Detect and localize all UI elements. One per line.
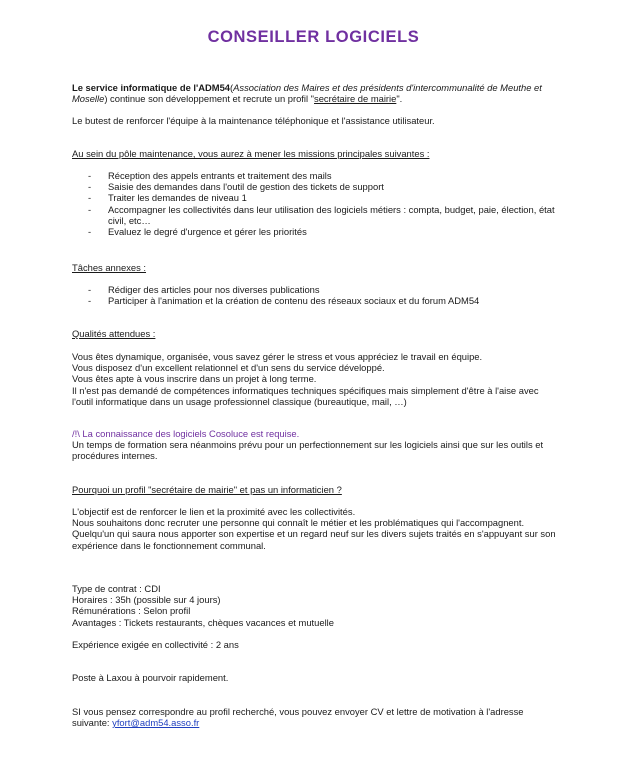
cosoluce-warning: /!\ La connaissance des logiciels Cosoluce est requise.: [72, 428, 300, 439]
apply-text: SI vous pensez correspondre au profil recherché, vous pouvez envoyer CV et lettre de motivation à l'adresse suivante:: [72, 706, 524, 729]
condition-line: Type de contrat : CDI: [72, 583, 161, 594]
why-line: Nous souhaitons donc recruter une personne qui connaît le métier et les problématiques qui l'accompagnent.: [72, 517, 525, 529]
condition-line: Rémunérations : Selon profil: [72, 605, 191, 617]
qualities-line: Vous disposez d'un excellent relationnel et d'un sens du service développé.: [72, 362, 385, 374]
why-text: [72, 506, 562, 551]
intro-paragraph: [72, 82, 562, 104]
annex-list: [88, 284, 568, 306]
condition-line: Horaires : 35h (possible sur 4 jours): [72, 594, 221, 606]
missions-list: [88, 170, 568, 237]
intro-profile: secrétaire de mairie: [314, 93, 397, 105]
cosoluce-training: Un temps de formation sera néanmoins prévu pour un perfectionnement sur les logiciels ainsi que sur les outils et procédures internes.: [72, 439, 544, 462]
conditions-block: [72, 583, 562, 628]
qualities-line: Vous êtes dynamique, organisée, vous savez gérer le stress et vous appréciez le travail en équipe.: [72, 351, 483, 362]
list-item: - Réception des appels entrants et traitement des mails: [88, 170, 568, 181]
intro-mid: ) continue son développement et recrute un profil ": [104, 93, 315, 105]
list-item: - Accompagner les collectivités dans leur utilisation des logiciels métiers : compta, budget, paie, élection, état civil, etc…: [88, 204, 568, 226]
location-line: Poste à Laxou à pourvoir rapidement.: [72, 672, 229, 683]
qualities-line: Vous êtes apte à vous inscrire dans un projet à long terme.: [72, 373, 317, 385]
goal-paragraph: Le butest de renforcer l'équipe à la maintenance téléphonique et l'assistance utilisateur.: [72, 115, 435, 126]
list-item: - Traiter les demandes de niveau 1: [88, 192, 568, 203]
condition-line: Avantages : Tickets restaurants, chèques vacances et mutuelle: [72, 616, 334, 628]
list-item: - Participer à l'animation et la création de contenu des réseaux sociaux et du forum ADM54: [88, 295, 568, 306]
intro-association: Association des Maires et des présidents d'intercommunalité de Meuthe et Moselle: [72, 82, 542, 105]
why-heading: Pourquoi un profil "secrétaire de mairie" et pas un informaticien ?: [72, 484, 342, 495]
qualities-heading: Qualités attendues :: [72, 328, 156, 339]
list-item: - Evaluez le degré d'urgence et gérer les priorités: [88, 226, 568, 237]
intro-end: ".: [396, 93, 403, 105]
list-item: - Rédiger des articles pour nos diverses publications: [88, 284, 568, 295]
page-title: CONSEILLER LOGICIELS: [207, 28, 420, 46]
why-line: Quelqu'un qui saura nous apporter son expertise et un regard neuf sur les divers sujets traités en s'appuyant sur son expérience dans le fonctionnement communal.: [72, 528, 556, 551]
email-link[interactable]: yfort@adm54.asso.fr: [112, 717, 200, 729]
intro-service: Le service informatique de l'ADM54: [72, 82, 231, 93]
apply-paragraph: [72, 706, 562, 728]
missions-heading: Au sein du pôle maintenance, vous aurez à mener les missions principales suivantes :: [72, 148, 430, 159]
qualities-text: [72, 351, 562, 407]
list-item: - Saisie des demandes dans l'outil de gestion des tickets de support: [88, 181, 568, 192]
experience-line: Expérience exigée en collectivité : 2 ans: [72, 639, 239, 650]
why-line: L'objectif est de renforcer le lien et la proximité avec les collectivités.: [72, 506, 356, 517]
qualities-line: Il n'est pas demandé de compétences informatiques techniques spécifiques mais simplement d'être à l'aise avec l'outil informatique dans un usage professionnel classique (bureautique, mail, …): [72, 384, 539, 407]
intro-paren: (: [230, 82, 234, 93]
annex-heading: Tâches annexes :: [72, 262, 147, 273]
